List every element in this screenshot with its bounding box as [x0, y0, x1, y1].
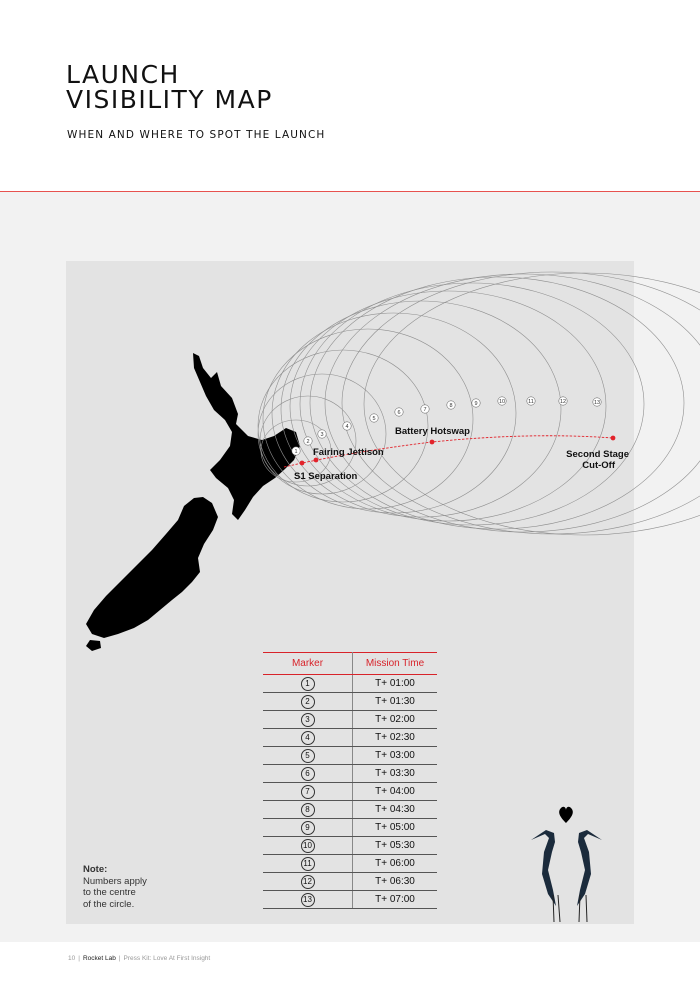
marker-cell	[263, 729, 353, 747]
second-stage-cutoff-point	[611, 436, 616, 441]
table-row	[263, 819, 437, 837]
map-marker-number: 5	[372, 416, 376, 422]
map-marker-number: 9	[474, 401, 478, 407]
note	[83, 864, 147, 910]
note-body: Numbers apply to the centre of the circle.	[83, 875, 147, 910]
mission-time-cell: T+ 02:30	[353, 729, 438, 747]
mission-time-cell: T+ 07:00	[353, 891, 438, 909]
stewart-island	[86, 640, 101, 651]
marker-number-badge: 5	[301, 749, 315, 763]
mission-time-cell: T+ 06:30	[353, 873, 438, 891]
mission-time-cell: T+ 01:30	[353, 693, 438, 711]
marker-cell	[263, 783, 353, 801]
bird-right-legs	[579, 895, 587, 922]
mission-time-cell: T+ 04:30	[353, 801, 438, 819]
marker-cell	[263, 765, 353, 783]
heart-icon	[559, 807, 573, 823]
marker-number-badge: 12	[301, 875, 315, 889]
marker-number-badge: 1	[301, 677, 315, 691]
map-marker-number: 7	[423, 407, 427, 413]
marker-number-badge: 13	[301, 893, 315, 907]
marker-cell	[263, 855, 353, 873]
s1-separation-point	[300, 461, 305, 466]
marker-number-badge: 9	[301, 821, 315, 835]
marker-cell	[263, 819, 353, 837]
kotuku-illustration	[531, 807, 602, 922]
marker-number-badge: 11	[301, 857, 315, 871]
mission-time-cell: T+ 03:00	[353, 747, 438, 765]
page-footer: 10 | Rocket Lab | Press Kit: Love At First Insight	[68, 955, 211, 962]
fairing-jettison-label: Fairing Jettison	[313, 447, 384, 458]
footer-brand: Rocket Lab	[82, 955, 116, 962]
mission-time-cell: T+ 06:00	[353, 855, 438, 873]
mission-time-cell: T+ 01:00	[353, 675, 438, 693]
marker-cell	[263, 801, 353, 819]
marker-cell	[263, 711, 353, 729]
s1-separation-label: S1 Separation	[294, 471, 358, 482]
battery-hotswap-label: Battery Hotswap	[395, 426, 470, 437]
marker-column-header: Marker	[263, 653, 353, 675]
marker-number-badge: 3	[301, 713, 315, 727]
marker-number-badge: 2	[301, 695, 315, 709]
marker-number-badge: 10	[301, 839, 315, 853]
cutoff-label: Cut-Off	[582, 460, 615, 471]
map-marker-number: 6	[397, 410, 401, 416]
marker-number-badge: 6	[301, 767, 315, 781]
marker-number-badge: 7	[301, 785, 315, 799]
mission-time-cell: T+ 05:00	[353, 819, 438, 837]
page-subtitle: WHEN AND WHERE TO SPOT THE LAUNCH	[67, 129, 326, 141]
map-marker-number: 8	[449, 403, 453, 409]
table-row	[263, 747, 437, 765]
map-marker-number: 1	[294, 449, 298, 455]
table-row	[263, 765, 437, 783]
mission-time-cell: T+ 02:00	[353, 711, 438, 729]
map-marker-number: 3	[320, 432, 324, 438]
bird-right	[577, 830, 602, 906]
table-row	[263, 711, 437, 729]
marker-cell	[263, 747, 353, 765]
note-title: Note:	[83, 864, 108, 875]
map-marker-number: 2	[306, 439, 310, 445]
marker-cell	[263, 693, 353, 711]
mission-time-cell: T+ 05:30	[353, 837, 438, 855]
footer-document: Press Kit: Love At First Insight	[123, 955, 211, 962]
table-row	[263, 693, 437, 711]
title-line-2: VISIBILITY MAP	[66, 85, 273, 114]
map-marker-number: 11	[528, 399, 534, 405]
page-number: 10	[68, 955, 76, 962]
marker-number-badge: 4	[301, 731, 315, 745]
bird-left	[531, 830, 556, 906]
battery-hotswap-point	[430, 440, 435, 445]
marker-cell	[263, 837, 353, 855]
mission-time-table	[263, 652, 437, 909]
table-row	[263, 729, 437, 747]
table-header-row	[263, 653, 437, 675]
marker-cell	[263, 675, 353, 693]
visibility-ring	[272, 313, 516, 513]
fairing-jettison-point	[314, 458, 319, 463]
marker-number-badge: 8	[301, 803, 315, 817]
table-row	[263, 873, 437, 891]
map-marker-number: 13	[593, 400, 601, 406]
visibility-ring	[342, 272, 700, 534]
time-column-header: Mission Time	[353, 653, 438, 675]
table-body	[263, 675, 437, 909]
marker-cell	[263, 873, 353, 891]
table-row	[263, 783, 437, 801]
table-row	[263, 855, 437, 873]
south-island	[86, 497, 218, 638]
north-island	[193, 353, 300, 520]
table-row	[263, 801, 437, 819]
map-marker-number: 10	[498, 399, 506, 405]
marker-cell	[263, 891, 353, 909]
second-stage-label: Second Stage	[566, 449, 629, 460]
table-row	[263, 837, 437, 855]
map-marker-number: 4	[345, 424, 349, 430]
map-marker-number: 12	[559, 399, 567, 405]
title-line-1: LAUNCH	[66, 60, 180, 89]
table-row	[263, 675, 437, 693]
mission-time-cell: T+ 03:30	[353, 765, 438, 783]
visibility-ring	[310, 277, 684, 529]
mission-time-cell: T+ 04:00	[353, 783, 438, 801]
table-row	[263, 891, 437, 909]
